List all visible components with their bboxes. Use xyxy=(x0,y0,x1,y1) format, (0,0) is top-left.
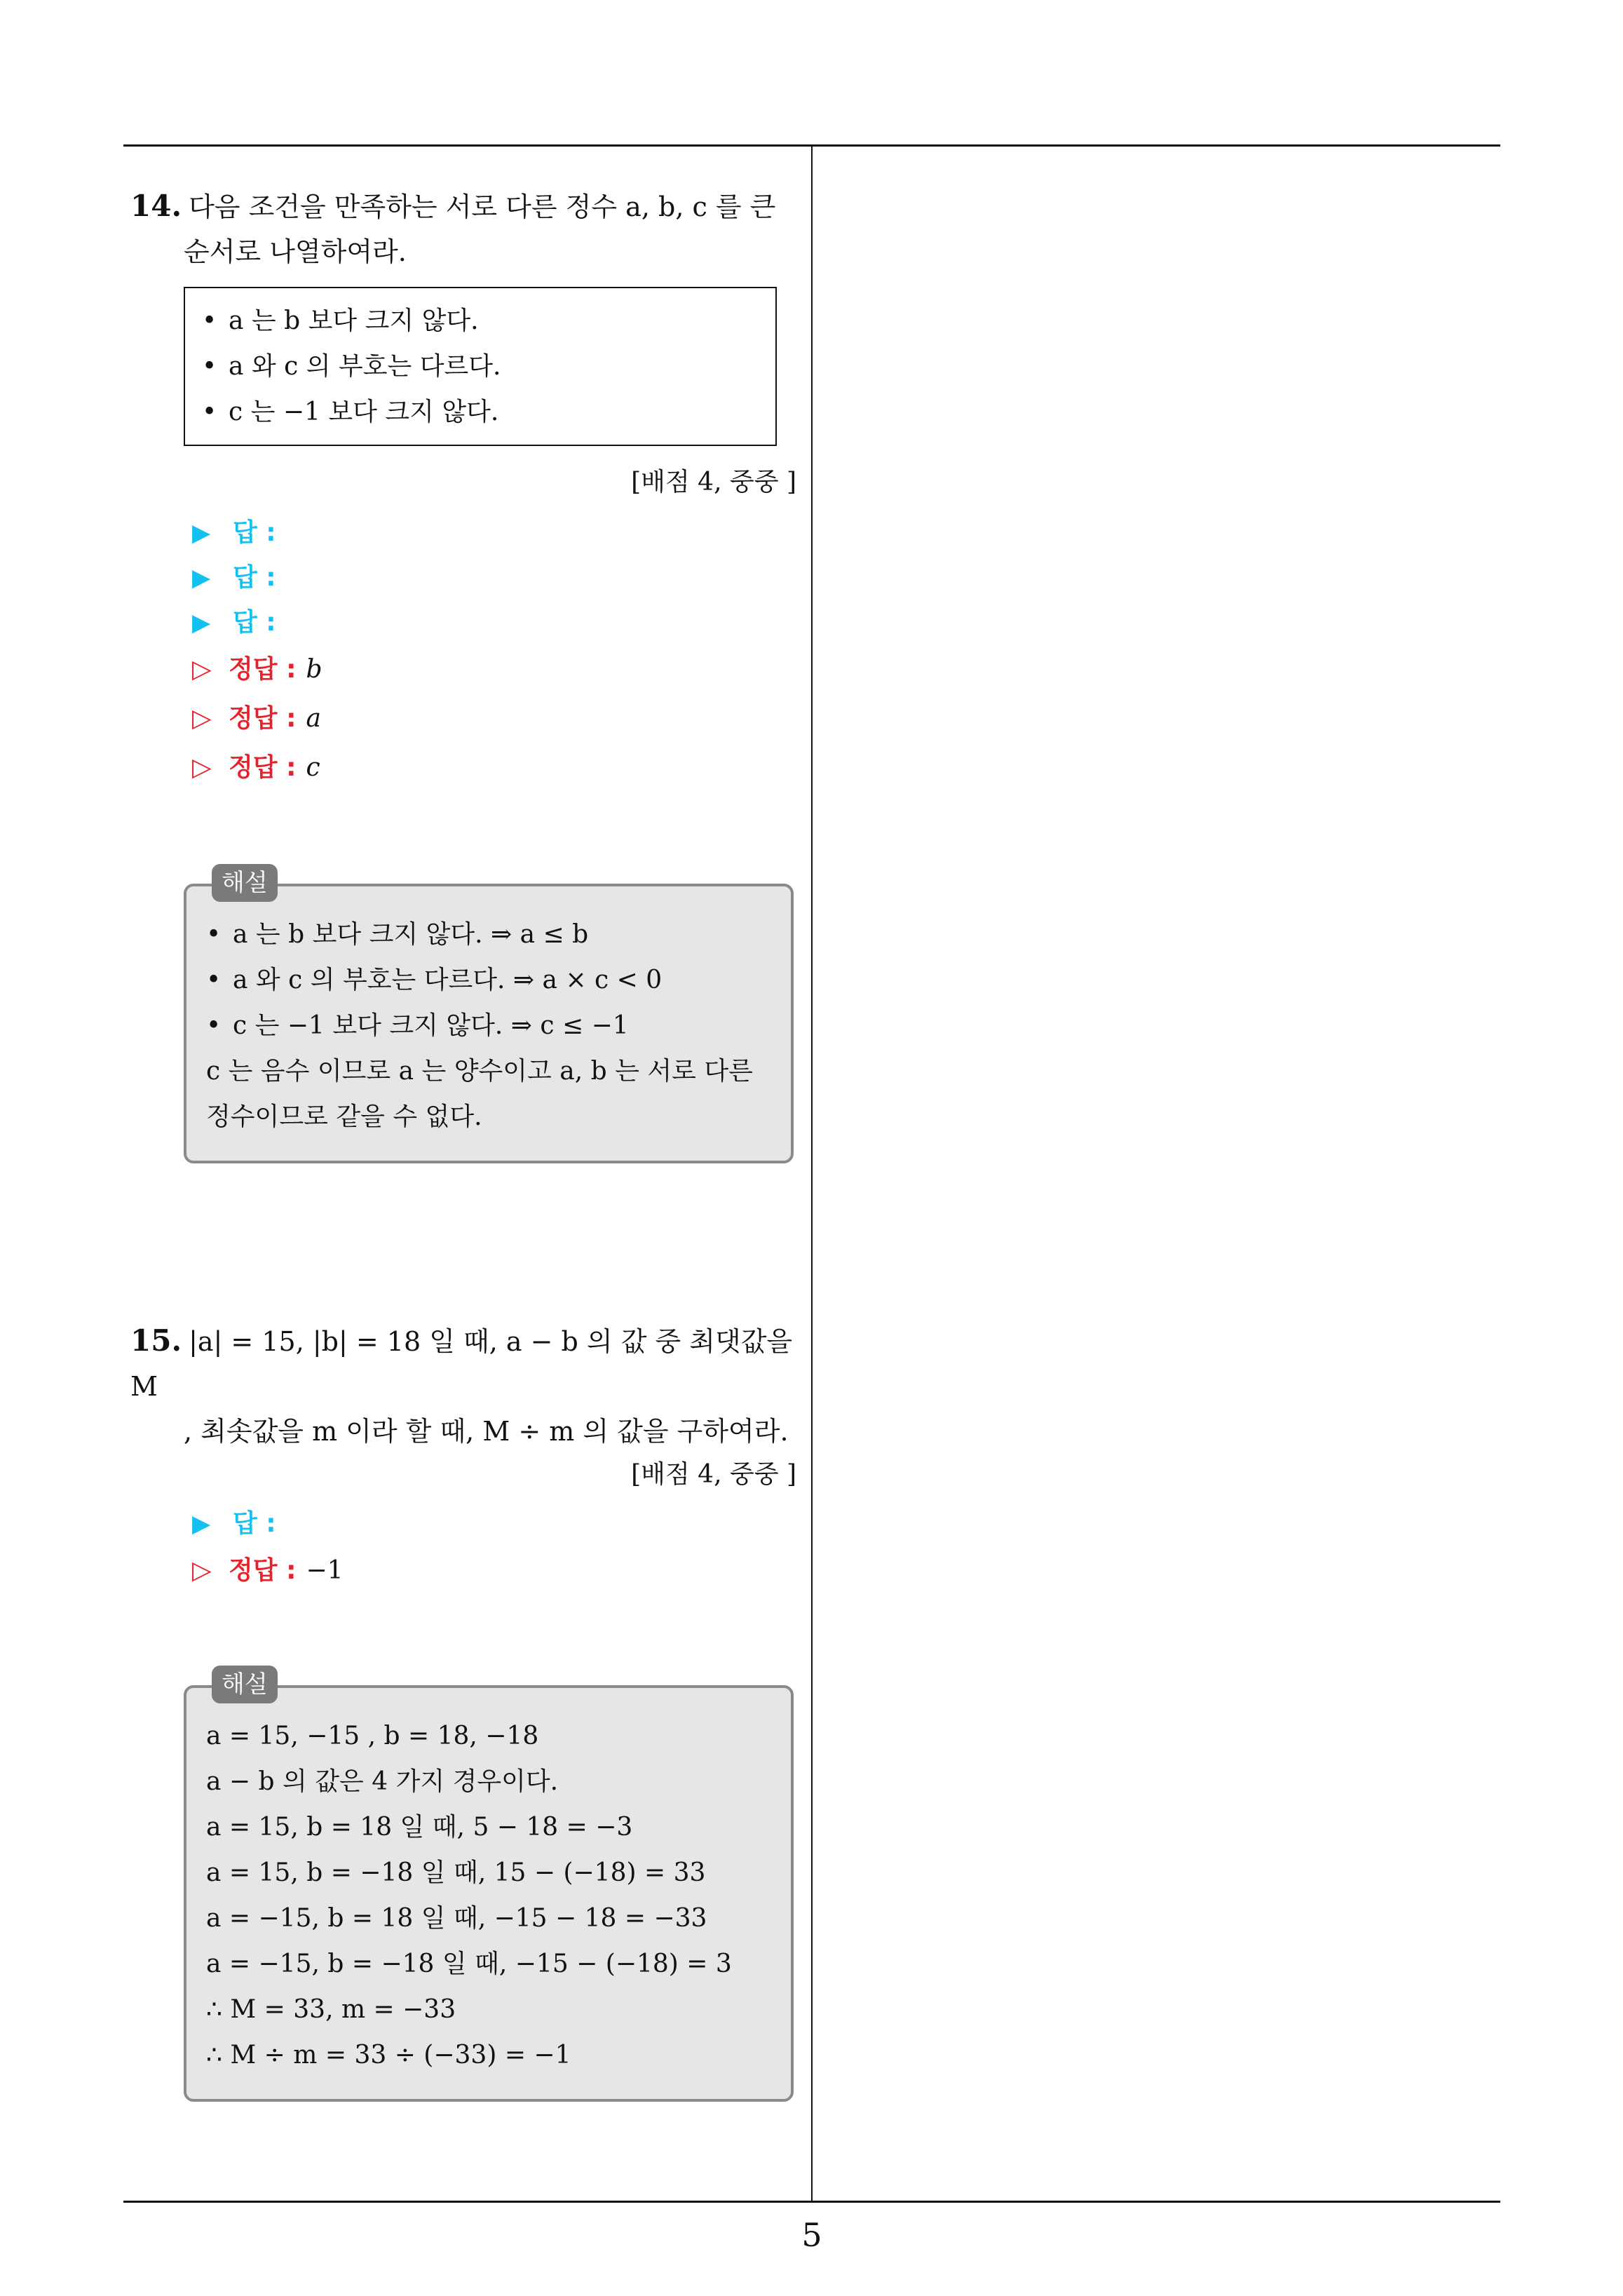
explanation-line: ∴ M ÷ m = 33 ÷ (−33) = −1 xyxy=(206,2041,571,2069)
explanation-tag: 해설 xyxy=(212,864,278,902)
correct-value: −1 xyxy=(306,1556,344,1585)
conditions-box xyxy=(184,287,777,446)
correct-answer-line xyxy=(130,1546,803,1595)
bottom-rule xyxy=(123,2201,1500,2203)
correct-answer-line xyxy=(130,743,803,792)
answer-label: 답 : xyxy=(233,1509,276,1538)
correct-value: b xyxy=(306,655,322,684)
explanation-item: • c 는 −1 보다 크지 않다. ⇒ c ≤ −1 xyxy=(206,1003,774,1048)
answer-label: 답 : xyxy=(233,608,276,637)
answer-line xyxy=(130,600,803,645)
correct-value: a xyxy=(306,704,321,733)
problem-number: 15. xyxy=(130,1323,182,1358)
correct-label: 정답 : xyxy=(229,753,297,782)
condition-item: • a 는 b 보다 크지 않다. xyxy=(202,298,759,344)
answer-label: 답 : xyxy=(233,518,276,547)
explanation-line: a = 15, −15 , b = 18, −18 xyxy=(206,1722,539,1750)
outline-arrow-icon: ▷ xyxy=(192,704,212,733)
score-label: [배점 4, 중중 ] xyxy=(631,1460,796,1489)
answer-blanks xyxy=(130,511,803,645)
condition-item: • c 는 −1 보다 크지 않다. xyxy=(202,389,759,435)
correct-label: 정답 : xyxy=(229,655,297,684)
outline-arrow-icon: ▷ xyxy=(192,1556,212,1585)
answer-line xyxy=(130,511,803,555)
problem-14 xyxy=(130,184,803,1163)
page-number: 5 xyxy=(801,2216,822,2254)
condition-item: • a 와 c 의 부호는 다르다. xyxy=(202,344,759,389)
problem-stem xyxy=(130,1318,803,1409)
answer-label: 답 : xyxy=(233,563,276,592)
correct-label: 정답 : xyxy=(229,704,297,733)
explanation-line: a = 15, b = 18 일 때, 5 − 18 = −3 xyxy=(206,1813,633,1842)
explanation-item: • a 는 b 보다 크지 않다. ⇒ a ≤ b xyxy=(206,912,774,957)
play-arrow-icon: ▶ xyxy=(192,564,211,592)
answer-line xyxy=(130,555,803,600)
outline-arrow-icon: ▷ xyxy=(192,655,212,684)
play-arrow-icon: ▶ xyxy=(192,1510,211,1538)
correct-answers xyxy=(130,1546,803,1595)
answer-blanks xyxy=(130,1501,803,1546)
problem-15 xyxy=(130,1318,803,2102)
explanation-tag: 해설 xyxy=(212,1666,278,1703)
play-arrow-icon: ▶ xyxy=(192,519,211,547)
explanation-body xyxy=(206,1713,774,2078)
explanation-text: 정수이므로 같을 수 없다. xyxy=(206,1102,482,1131)
score-label: [배점 4, 중중 ] xyxy=(631,468,796,497)
explanation-body xyxy=(206,912,774,1140)
explanation-line: ∴ M = 33, m = −33 xyxy=(206,1995,456,2024)
explanation-box xyxy=(184,1670,794,2102)
correct-answers xyxy=(130,645,803,792)
stem-line-2: 순서로 나열하여라. xyxy=(184,236,407,267)
play-arrow-icon: ▶ xyxy=(192,609,211,637)
column-divider xyxy=(811,146,813,2202)
correct-answer-line xyxy=(130,645,803,694)
explanation-line: a = −15, b = 18 일 때, −15 − 18 = −33 xyxy=(206,1904,707,1933)
explanation-line: a = −15, b = −18 일 때, −15 − (−18) = 3 xyxy=(206,1950,732,1978)
problem-stem xyxy=(130,184,803,229)
explanation-item: • a 와 c 의 부호는 다르다. ⇒ a × c < 0 xyxy=(206,957,774,1003)
correct-label: 정답 : xyxy=(229,1556,297,1585)
explanation-box xyxy=(184,869,794,1163)
correct-answer-line xyxy=(130,694,803,743)
stem-line-1: 다음 조건을 만족하는 서로 다른 정수 a, b, c 를 큰 xyxy=(189,191,776,222)
stem-line-1: |a| = 15, |b| = 18 일 때, a − b 의 값 중 최댓값을 M xyxy=(130,1326,793,1402)
explanation-text: c 는 음수 이므로 a 는 양수이고 a, b 는 서로 다른 xyxy=(206,1057,753,1086)
outline-arrow-icon: ▷ xyxy=(192,753,212,782)
answer-line xyxy=(130,1501,803,1546)
explanation-line: a − b 의 값은 4 가지 경우이다. xyxy=(206,1767,559,1796)
stem-line-2: , 최솟값을 m 이라 할 때, M ÷ m 의 값을 구하여라. xyxy=(184,1416,789,1447)
problem-number: 14. xyxy=(130,189,182,223)
correct-value: c xyxy=(306,753,320,782)
explanation-line: a = 15, b = −18 일 때, 15 − (−18) = 33 xyxy=(206,1858,706,1887)
